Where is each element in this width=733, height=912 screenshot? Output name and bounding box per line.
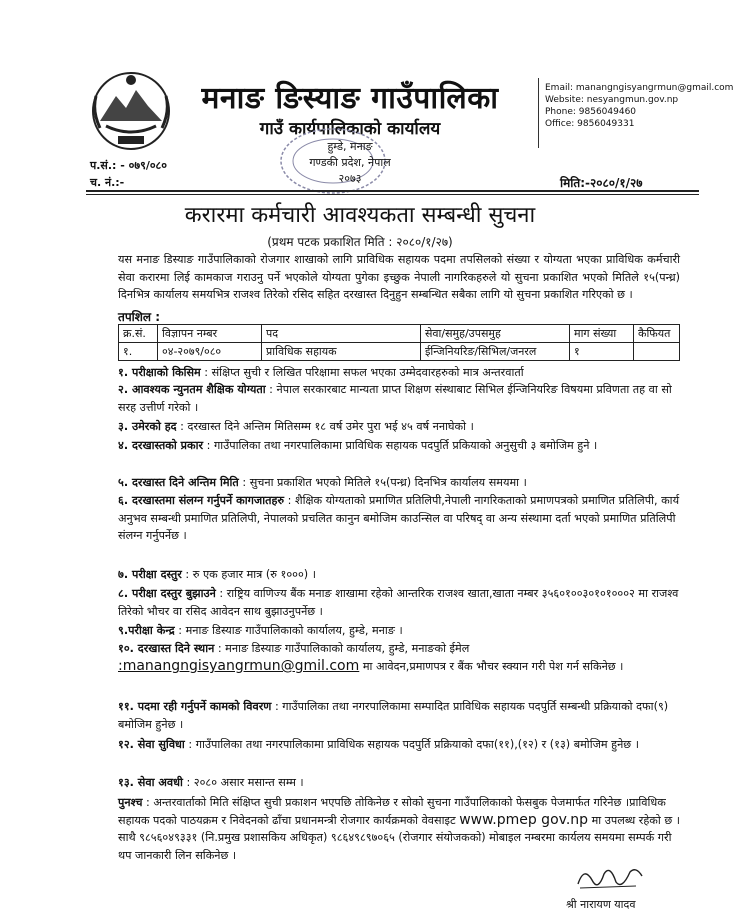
contact-office: Office: 9856049331 <box>545 119 635 129</box>
contact-block <box>545 82 733 130</box>
cell-serial: १. <box>119 343 158 361</box>
item-application-type: ४. दरखास्तको प्रकार : गाउँपालिका तथा नगरपालिकामा प्राविधिक सहायक पदपुर्ति प्रकियाको अनुसुची ३ बमोजिम हुने । <box>118 439 598 452</box>
item-documents: ६. दरखास्तमा संलग्न गर्नुपर्ने कागजातहरु : शैक्षिक योग्यताको प्रमाणित प्रतिलिपी,नेपाली नागरिकताको प्रमाणपत्रको प्रमाणित प्रतिलिपी, कार्य अनुभव सम्बन्धी प्रमाणित प्रतिलिपी, नेपालको प्रचलित कानुन बमोजिम काउन्सिल वा परिषद् वा अन्य संस्थामा दर्ता भएको प्रमाणित प्रतिलिपी संलग्न गर्नुपर्नेछ । <box>118 494 680 542</box>
notice-subtitle: (प्रथम पटक प्रकाशित मिति : २०८०/१/२७) <box>267 235 453 249</box>
dispatch-number: च. नं.:- <box>90 176 125 189</box>
item-postscript: पुनश्च : अन्तरवार्ताको मिति संक्षिप्त सुची प्रकाशन भएपछि तोकिनेछ र सोको सुचना गाउँपालिकाको फेसबुक पेजमार्फत गरिनेछ ।प्राविधिक सहायक पदको पाठयक्रम र निवेदनको ढाँचा प्रधानमन्त्री रोजगार कार्यक्रमको वेवसाइट www.pmep gov.np मा उपलब्ध रहेको छ । साथै ९८५६०४९३३१ (नि.प्रमुख प्रशासकिय अधिकृत) ९८६४९८९७०६५ (रोजगार संयोजकको) मोबाइल नम्बरमा कार्यलय समयमा सम्पर्क गरी थप जानकारी लिन सकिनेछ । <box>118 796 680 862</box>
col-ad-number: विज्ञापन नम्बर <box>158 325 262 343</box>
cell-demand-count: १ <box>570 343 634 361</box>
item-age-limit: ३. उमेरको हद : दरखास्त दिने अन्तिम मितिसम्म १८ वर्ष उमेर पुरा भई ४५ वर्ष ननाघेको । <box>118 420 474 433</box>
vacancy-table <box>118 324 680 361</box>
contact-email: Email: manangngisyangrmun@gmail.com <box>545 83 733 93</box>
contact-phone: Phone: 9856049460 <box>545 107 637 117</box>
notice-intro-paragraph: यस मनाङ डिस्याङ गाउँपालिकाको रोजगार शाखाको लागि प्राविधिक सहायक पदमा तपसिलको संख्या र योग्यता भएका प्राविधिक कर्मचारी सेवा करारमा लिई कामकाज गराउनु पर्ने भएकोले योग्यता पुगेका इच्छुक नेपाली नागरिकहरुले यो सुचना प्रकाशित भएको मितिले १५(पन्ध्र) दिनभित्र कार्यालय समयभित्र राजश्व तिरेको रसिद सहित दरखास्त दिनुहुन सम्बन्धित सबैका लागि यो सुचना प्रकाशित गरिएको छ । <box>118 253 680 301</box>
item-fee-payment: ८. परीक्षा दस्तुर बुझाउने : राष्ट्रिय वाणिज्य बैंक मनाङ शाखामा रहेको आन्तरिक राजश्व खाता,खाता नम्बर ३५६०१००३०१०१०००२ मा राजश्व तिरेको भौचर वा रसिद आवेदन साथ बुझाउनुपर्नेछ । <box>118 587 679 618</box>
item-min-qualification: २. आवश्यक न्युनतम शैक्षिक योग्यता : नेपाल सरकारबाट मान्यता प्राप्त शिक्षण संस्थाबाट सिभिल ईन्जिनियरिङ विषयमा प्रविणता तह वा सो सरह उत्तीर्ण गरेको । <box>118 383 672 414</box>
item-exam-fee: ७. परीक्षा दस्तुर : रु एक हजार मात्र (रु १०००) । <box>118 568 316 581</box>
item-exam-type: १. परीक्षाको किसिम : संक्षिप्त सुची र लिखित परिक्षामा सफल भएका उम्मेदवारहरुको मात्र अन्तरवार्ता <box>118 366 524 379</box>
col-serial: क्र.सं. <box>119 325 158 343</box>
item-service-duration: १३. सेवा अवधी : २०८० असार मसान्त सम्म । <box>118 776 304 789</box>
contact-divider <box>538 78 539 148</box>
letter-date: मिति:-२०८०/१/२७ <box>560 176 643 190</box>
col-service-group: सेवा/समुह/उपसमुह <box>421 325 570 343</box>
org-subtitle: गाउँ कार्यपालिकाको कार्यालय <box>259 119 441 139</box>
cell-service-group: ईन्जिनियरिङ/सिभिल/जनरल <box>421 343 570 361</box>
table-row <box>119 343 680 361</box>
handwritten-signature <box>570 862 650 896</box>
nepal-emblem-icon <box>86 66 176 156</box>
item-benefits: १२. सेवा सुविधा : गाउँपालिका तथा नगरपालिकामा प्राविधिक सहायक पदपुर्ति प्रक्रियाको दफा(११),(१२) र (१३) बमोजिम हुनेछ । <box>118 738 639 751</box>
org-established: २०७३ <box>338 172 362 185</box>
col-post: पद <box>262 325 421 343</box>
signer-name: श्री नारायण यादव <box>566 898 636 911</box>
org-address-line2: गण्डकी प्रदेश, नेपाल <box>309 156 391 169</box>
table-header-row <box>119 325 680 343</box>
item-submission-place: १०. दरखास्त दिने स्थान : मनाङ डिस्याङ गाउँपालिकाको कार्यालय, हुम्डे, मनाङको ईमेल <box>118 642 470 655</box>
item-deadline: ५. दरखास्त दिने अन्तिम मिति : सुचना प्रकाशित भएको मितिले १५(पन्ध्र) दिनभित्र कार्यालय समयमा । <box>118 476 527 489</box>
item-exam-center: ९.परीक्षा केन्द्र : मनाङ डिस्याङ गाउँपालिकाको कार्यालय, हुम्डे, मनाङ । <box>118 624 403 637</box>
header-rule <box>86 190 699 192</box>
details-label: तपशिल : <box>118 310 161 324</box>
notice-title: करारमा कर्मचारी आवश्यकता सम्बन्धी सुचना <box>184 203 536 228</box>
item-submission-email: :manangngisyangrmun@gmil.com मा आवेदन,प्रमाणपत्र र बैंक भौचर स्क्यान गरी पेश गर्न सकिनेछ । <box>118 658 624 674</box>
item-job-description: ११. पदमा रही गर्नुपर्ने कामको विवरण : गाउँपालिका तथा नगरपालिकामा सम्पादित प्राविधिक सहायक पदपुर्ति सम्बन्धी प्रक्रियाको दफा(९) बमोजिम हुनेछ । <box>118 700 669 731</box>
org-name: मनाङ ङिस्याङ गाउँपालिका <box>201 81 499 116</box>
pmep-website-link[interactable]: www.pmep gov.np <box>459 811 589 828</box>
cell-remarks <box>634 343 680 361</box>
cell-post: प्राविधिक सहायक <box>262 343 421 361</box>
header-rule-thin <box>86 194 699 195</box>
reference-number: प.सं.: - ०७९/०८० <box>90 159 168 172</box>
submission-email-link[interactable]: :manangngisyangrmun@gmil.com <box>118 658 360 674</box>
org-address-line1: हुम्डे, मनाङ <box>327 140 373 153</box>
cell-ad-number: ०४-२०७९/०८० <box>158 343 262 361</box>
col-demand-count: माग संख्या <box>570 325 634 343</box>
contact-website: Website: nesyangmun.gov.np <box>545 95 679 105</box>
col-remarks: कैफियत <box>634 325 680 343</box>
